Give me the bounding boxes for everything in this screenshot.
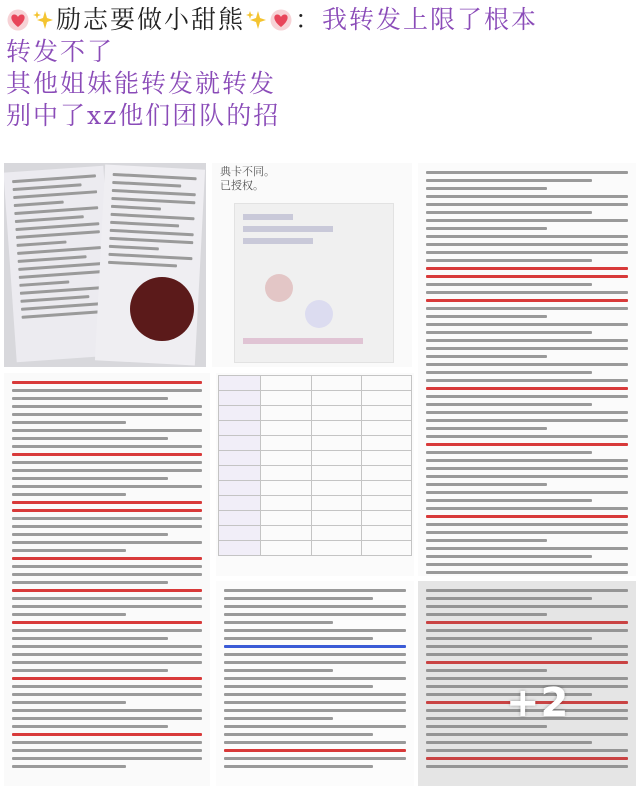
- tile-header: 典卡不同。 已授权。: [220, 165, 275, 192]
- more-images-count[interactable]: +2: [506, 680, 570, 726]
- document-table: [218, 375, 412, 556]
- sparkle-icon: [245, 9, 267, 31]
- sparkle-icon: [32, 9, 54, 31]
- image-thumbnail-2[interactable]: [212, 163, 412, 367]
- chat-screenshot: [234, 203, 394, 363]
- image-thumbnail-6[interactable]: [216, 581, 414, 786]
- image-thumbnail-5[interactable]: [216, 373, 414, 576]
- image-thumbnail-3[interactable]: [418, 163, 636, 576]
- post-line-3: 其他姐妹能转发就转发: [6, 69, 277, 98]
- image-thumbnail-1[interactable]: [4, 163, 206, 367]
- image-thumbnail-7[interactable]: [418, 581, 636, 786]
- heart-icon: [269, 9, 293, 31]
- author-name[interactable]: 励志要做小甜熊: [56, 5, 246, 34]
- separator: ：: [295, 5, 323, 34]
- image-grid: [0, 163, 640, 786]
- heart-icon: [6, 9, 30, 31]
- stamp-image: [130, 277, 194, 341]
- post-line-4: 别中了xz他们团队的招: [6, 101, 281, 130]
- post-line-1: [6, 4, 634, 36]
- post-line-2: 转发不了: [6, 37, 115, 66]
- image-thumbnail-4[interactable]: [4, 373, 210, 786]
- post-body-line-1: 我转发上限了根本: [322, 5, 539, 34]
- post-text: [6, 4, 634, 132]
